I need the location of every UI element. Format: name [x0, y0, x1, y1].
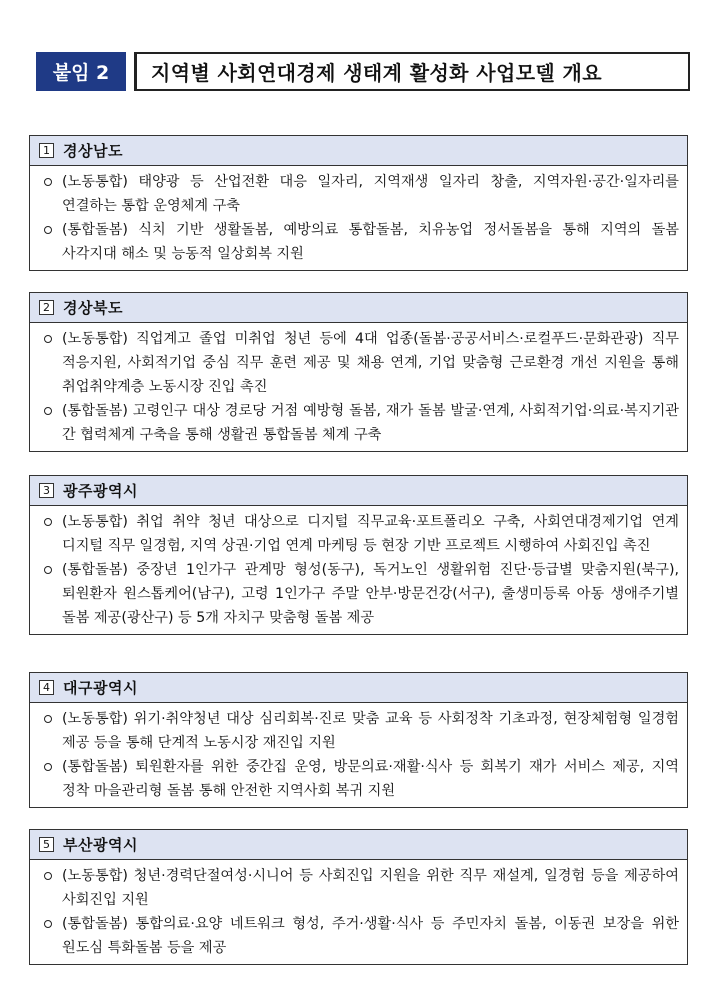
item-text: (노동통합) 취업 취약 청년 대상으로 디지털 직무교육·포트폴리오 구축, 사회연대경제기업 연계 디지털 직무 일경험, 지역 상권·기업 연계 마케팅 등 현장 기반 프로젝트 시행하여 사회진입 촉진 [62, 514, 679, 554]
item-text: (통합돌봄) 중장년 1인가구 관계망 형성(동구), 독거노인 생활위험 진단·등급별 맞춤지원(북구), 퇴원환자 원스톱케어(남구), 고령 1인가구 주말 안부·방문건강(서구), 출생미등록 아동 생애주기별 돌봄 제공(광산구) 등 5개 자치구 맞춤형 돌봄 제공 [62, 562, 679, 626]
header-gap [126, 52, 134, 91]
section-header [30, 673, 687, 703]
circle-bullet-icon [40, 558, 55, 574]
region-section-gwangju [29, 475, 688, 635]
circle-bullet-icon [40, 864, 55, 880]
section-number: 2 [39, 300, 54, 315]
section-number: 3 [39, 483, 54, 498]
region-name: 부산광역시 [63, 836, 138, 854]
item-text: (통합돌봄) 퇴원환자를 위한 중간집 운영, 방문의료·재활·식사 등 회복기 재가 서비스 제공, 지역 정착 마을관리형 돌봄 통해 안전한 지역사회 복귀 지원 [62, 759, 679, 799]
section-body [30, 506, 687, 634]
list-item [40, 327, 679, 399]
list-item [40, 510, 679, 558]
circle-bullet-icon [40, 912, 55, 928]
document-title: 지역별 사회연대경제 생태계 활성화 사업모델 개요 [134, 52, 690, 91]
circle-bullet-icon [40, 218, 55, 234]
circle-bullet-icon [40, 510, 55, 526]
circle-bullet-icon [40, 170, 55, 186]
item-text: (통합돌봄) 고령인구 대상 경로당 거점 예방형 돌봄, 재가 돌봄 발굴·연계, 사회적기업·의료·복지기관 간 협력체계 구축을 통해 생활권 통합돌봄 체계 구축 [62, 403, 679, 443]
region-section-gyeongbuk [29, 292, 688, 452]
item-text: (통합돌봄) 식치 기반 생활돌봄, 예방의료 통합돌봄, 치유농업 정서돌봄을 통해 지역의 돌봄 사각지대 해소 및 능동적 일상회복 지원 [62, 222, 679, 262]
attachment-label: 붙임 2 [36, 52, 126, 91]
region-name: 광주광역시 [63, 482, 138, 500]
circle-bullet-icon [40, 327, 55, 343]
list-item [40, 912, 679, 960]
list-item [40, 707, 679, 755]
circle-bullet-icon [40, 399, 55, 415]
section-header [30, 136, 687, 166]
section-body [30, 860, 687, 964]
list-item [40, 170, 679, 218]
region-section-busan [29, 829, 688, 965]
region-name: 대구광역시 [63, 679, 138, 697]
list-item [40, 399, 679, 447]
section-body [30, 323, 687, 451]
section-body [30, 703, 687, 807]
section-number: 1 [39, 143, 54, 158]
document-header [36, 52, 690, 91]
list-item [40, 218, 679, 266]
item-text: (통합돌봄) 통합의료·요양 네트워크 형성, 주거·생활·식사 등 주민자치 돌봄, 이동권 보장을 위한 원도심 특화돌봄 등을 제공 [62, 916, 679, 956]
section-header [30, 830, 687, 860]
section-number: 5 [39, 837, 54, 852]
region-section-gyeongnam [29, 135, 688, 271]
region-name: 경상북도 [63, 299, 123, 317]
section-number: 4 [39, 680, 54, 695]
section-header [30, 293, 687, 323]
item-text: (노동통합) 태양광 등 산업전환 대응 일자리, 지역재생 일자리 창출, 지역자원·공간·일자리를 연결하는 통합 운영체계 구축 [62, 174, 679, 214]
item-text: (노동통합) 청년·경력단절여성·시니어 등 사회진입 지원을 위한 직무 재설계, 일경험 등을 제공하여 사회진입 지원 [62, 868, 679, 908]
circle-bullet-icon [40, 707, 55, 723]
section-header [30, 476, 687, 506]
list-item [40, 755, 679, 803]
item-text: (노동통합) 위기·취약청년 대상 심리회복·진로 맞춤 교육 등 사회정착 기초과정, 현장체험형 일경험 제공 등을 통해 단계적 노동시장 재진입 지원 [62, 711, 679, 751]
circle-bullet-icon [40, 755, 55, 771]
section-body [30, 166, 687, 270]
item-text: (노동통합) 직업계고 졸업 미취업 청년 등에 4대 업종(돌봄·공공서비스·로컬푸드·문화관광) 직무 적응지원, 사회적기업 중심 직무 훈련 제공 및 채용 연계, 기업 맞춤형 근로환경 개선 지원을 통해 취업취약계층 노동시장 진입 촉진 [62, 331, 679, 395]
list-item [40, 864, 679, 912]
list-item [40, 558, 679, 630]
region-section-daegu [29, 672, 688, 808]
region-name: 경상남도 [63, 142, 123, 160]
